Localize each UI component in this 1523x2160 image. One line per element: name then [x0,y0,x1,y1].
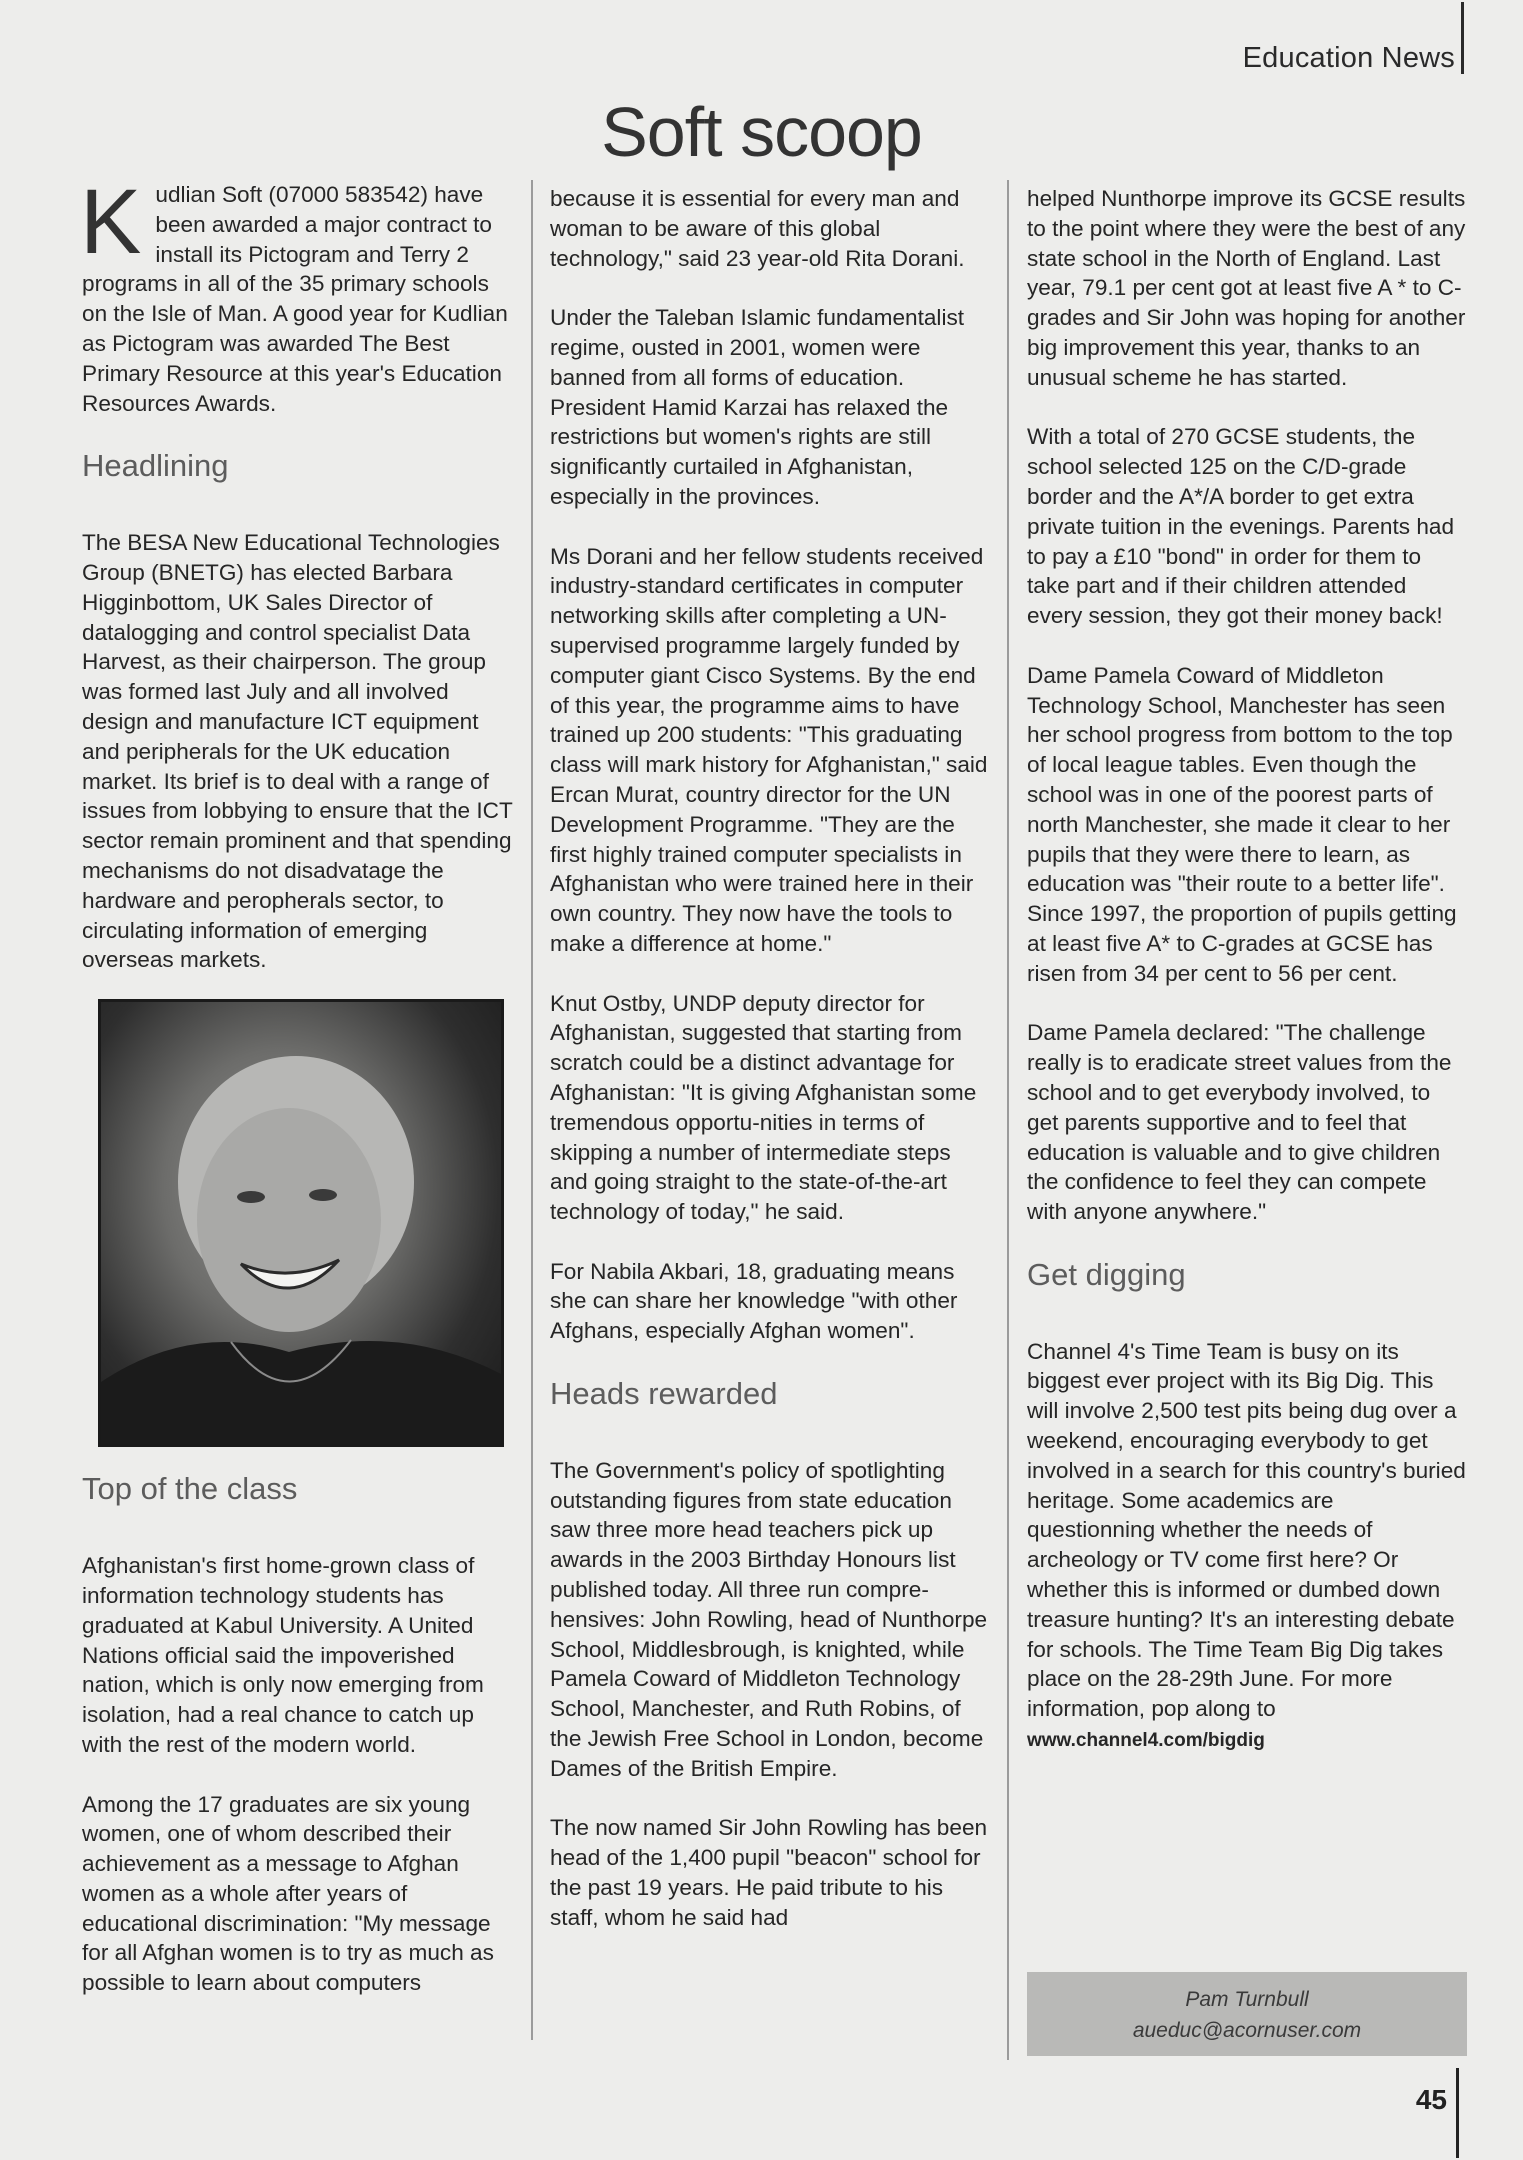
header-rule [1461,2,1464,74]
eye-right [309,1189,337,1201]
paragraph: Dame Pamela Coward of Middleton Technology School, Manchester has seen her school progress from bottom to the top of local league tables. Even though the school was in one of the poorest parts of north Manchester, she made it clear to her pupils that they were there to learn, as education was "their route to a better life". Since 1997, the proportion of pupils getting at least five A* to C-grades at GCSE has risen from 34 per cent to 56 per cent. [1027,662,1457,986]
paragraph-text: Channel 4's Time Team is busy on its biggest ever project with its Big Dig. This will involve 2,500 test pits being dug over a weekend, encouraging everybody to get involved in a search for this country's buried heritage. Some academics are questionning whether the needs of archeology or TV come first here? Or whether this is informed or dumbed down treasure hunting? It's an interesting debate for schools. The Time Team Big Dig takes place on the 28-29th June. For more information, pop along to [1027,1338,1466,1722]
paragraph: Under the Taleban Islamic fundamentalist regime, ousted in 2001, women were banned from all forms of education. President Hamid Karzai has relaxed the restrictions but women's rights are still significantly curtailed in Afghanistan, especially in the provinces. [550,305,965,509]
paragraph: The Government's policy of spotlighting outstanding figures from state education saw three more head teachers pick up awards in the 2003 Birthday Honours list published today. All three run compre-hensives: John Rowling, head of Nunthorpe School, Middlesbrough, is knighted, while Pamela Coward of Middleton Technology School, Manchester, and Ruth Robins, of the Jewish Free School in London, become Dames of the British Empire. [550,1457,988,1781]
paragraph: Dame Pamela declared: "The challenge really is to eradicate street values from the school and to get everybody involved, to get parents supportive and to feel that education is valuable and to give children the confidence to feel they can compete with anyone anywhere." [1027,1020,1452,1225]
subhead-heads-rewarded: Heads rewarded [550,1375,778,1411]
face [197,1108,381,1332]
footer-rule [1456,2068,1459,2158]
portrait-photo [98,999,504,1447]
author-email[interactable]: aueduc@acornuser.com [1132,2019,1362,2042]
clothing [101,1341,501,1444]
paragraph: For Nabila Akbari, 18, graduating means she can share her knowledge "with other Afghans, especially Afghan women". [550,1258,958,1344]
author-byline [1027,1972,1467,2056]
drop-cap: K [80,171,142,273]
paragraph: Knut Ostby, UNDP deputy director for Afghanistan, suggested that starting from scratch could be a distinct advantage for Afghanistan: "It is giving Afghanistan some tremendous opportu-nities in terms of skipping a number of intermediate steps and going straight to the state-of-the-art technology of today," he said. [550,990,977,1225]
channel4-link[interactable]: www.channel4.com/bigdig [1027,1730,1265,1752]
paragraph [1027,1337,1467,1756]
column-3 [1027,184,1467,1786]
column-1 [80,171,516,2028]
paragraph: helped Nunthorpe improve its GCSE results to the point where they were the best of any state school in the North of England. Last year, 79.1 per cent got at least five A * to C-grades and Sir John was hoping for another big improvement this year, thanks to an unusual scheme he has started. [1027,186,1466,390]
subhead-headlining: Headlining [82,448,229,484]
author-name: Pam Turnbull [1185,1988,1309,2011]
article-title: Soft scoop [601,93,922,171]
column-divider-1 [531,180,533,2040]
column-2 [550,184,990,1962]
section-label: Education News [1242,42,1455,74]
portrait-illustration [101,1002,501,1444]
paragraph: because it is essential for every man and woman to be aware of this global technology," said 23 year-old Rita Dorani. [550,186,965,271]
paragraph: The now named Sir John Rowling has been head of the 1,400 pupil "beacon" school for the past 19 years. He paid tribute to his staff, whom he said had [550,1815,988,1930]
subhead-top-of-the-class: Top of the class [82,1471,298,1507]
intro-text: udlian Soft (07000 583542) have been awarded a major contract to install its Pictogram and Terry 2 programs in all of the 35 primary schools on the Isle of Man. A good year for Kudlian as Pictogram was awarded The Best Primary Resource at this year's Education Resources Awards. [82,182,508,416]
paragraph: The BESA New Educational Technologies Group (BNETG) has elected Barbara Higginbottom, UK Sales Director of datalogging and control specialist Data Harvest, as their chairperson. The group was formed last July and all involved design and manufacture ICT equipment and peripherals for the UK education market. Its brief is to deal with a range of issues from lobbying to ensure that the ICT sector remain prominent and that spending mechanisms do not disadvatage the hardware and peropherals sector, to circulating information of emerging overseas markets. [82,530,513,973]
paragraph: Afghanistan's first home-grown class of information technology students has graduated at Kabul University. A United Nations official said the impoverished nation, which is only now emerging from isolation, had a real chance to catch up with the rest of the modern world. [82,1553,484,1757]
paragraph: Ms Dorani and her fellow students received industry-standard certificates in computer networking skills after completing a UN-supervised programme largely funded by computer giant Cisco Systems. By the end of this year, the programme aims to have trained up 200 students: "This graduating class will mark history for Afghanistan," said Ercan Murat, country director for the UN Development Programme. "They are the first highly trained computer specialists in Afghanistan who were trained here in their own country. They now have the tools to make a difference at home." [550,543,988,956]
subhead-get-digging: Get digging [1027,1256,1186,1292]
page-number: 45 [1415,2084,1447,2115]
intro-paragraph [80,171,516,418]
paragraph: With a total of 270 GCSE students, the school selected 125 on the C/D-grade border and the A*/A border to get extra private tuition in the evenings. Parents had to pay a £10 "bond" in order for them to take part and if their children attended every session, they got their money back! [1027,424,1455,629]
eye-left [237,1191,265,1203]
column-divider-2 [1007,180,1009,2060]
paragraph: Among the 17 graduates are six young women, one of whom described their achievement as a message to Afghan women as a whole after years of educational discrimination: "My message for all Afghan women is to try as much as possible to learn about computers [82,1791,494,1996]
